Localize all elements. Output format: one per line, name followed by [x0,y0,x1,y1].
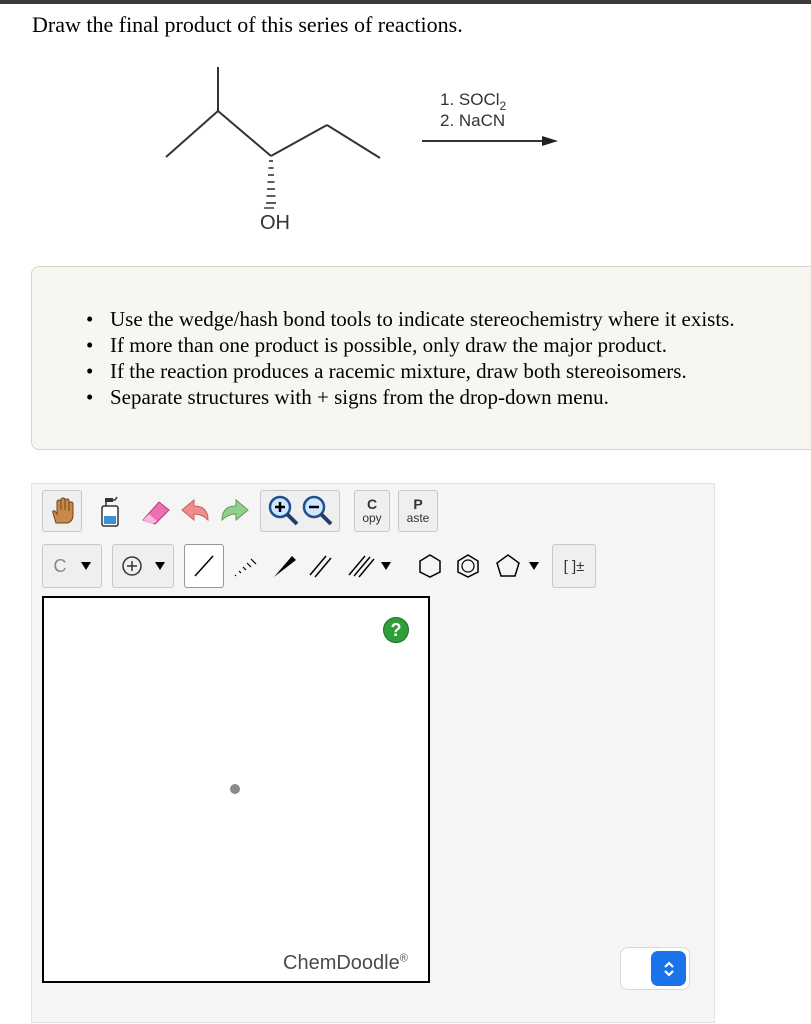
instruction-text: Separate structures with + signs from the drop-down menu. [110,385,609,409]
eraser-button[interactable] [136,490,176,532]
chevron-down-icon [529,562,539,570]
benzene-tool[interactable] [450,544,486,588]
brand-name: ChemDoodle [283,952,400,974]
element-label: C [53,555,67,576]
reagent-1-prefix: 1. SOCl [440,90,500,109]
zoom-group [260,490,340,532]
double-bond-tool[interactable] [302,544,338,588]
single-bond-tool[interactable] [184,544,224,588]
reagent-1-subscript: 2 [499,99,507,113]
triple-bond-icon [347,553,375,579]
paste-label-bottom: aste [406,511,430,525]
hydroxyl-label: OH [260,212,290,234]
instruction-text: If more than one product is possible, only draw the major product. [110,333,667,357]
element-dropdown[interactable] [42,544,102,588]
hash-bond [266,161,276,203]
instructions-list [86,306,735,410]
wedge-bond-icon [271,553,297,579]
top-border [0,0,811,4]
zoom-in-icon[interactable] [266,494,300,528]
up-down-chevron-icon [662,959,676,979]
reaction-arrow-head [542,136,558,146]
reaction-scheme [150,55,570,250]
bond-methyl-left [166,111,218,157]
copy-button[interactable] [354,490,390,532]
pan-hand-button[interactable] [42,490,82,532]
instruction-item [86,332,735,358]
brackets-label: [ ]± [563,557,585,575]
undo-button[interactable] [176,490,216,532]
bullet: • [86,359,94,383]
reagent-1 [440,90,507,113]
charge-plus-icon [121,555,143,577]
double-bond-icon [307,553,333,579]
instruction-item [86,306,735,332]
registered-mark: ® [399,952,408,965]
copy-label-top: C [366,496,378,512]
starting-material-skeleton [166,67,380,158]
eraser-icon [139,496,173,526]
instruction-text: Use the wedge/hash bond tools to indicate stereochemistry where it exists. [110,307,735,331]
bullet: • [86,333,94,357]
copy-label-bottom: opy [362,511,382,525]
zoom-out-icon[interactable] [300,494,334,528]
spray-bottle-icon [95,494,125,528]
redo-button[interactable] [214,490,254,532]
instruction-item [86,384,735,410]
brackets-charge-tool[interactable] [552,544,596,588]
cyclohexane-tool[interactable] [412,544,448,588]
reaction-scheme-drawing [150,55,570,245]
reagent-2: 2. NaCN [440,111,506,130]
hash-bond-icon [231,553,259,579]
instruction-text: If the reaction produces a racemic mixture, draw both stereoisomers. [110,359,687,383]
hand-icon [47,496,77,526]
cyclohexane-icon [417,553,443,579]
bullet: • [86,385,94,409]
hash-bond-tool[interactable] [226,544,264,588]
single-bond-icon [191,553,217,579]
question-text: Draw the final product of this series of reactions. [32,12,463,37]
paste-button[interactable] [398,490,438,532]
redo-arrow-icon [216,496,252,526]
bullet: • [86,307,94,331]
undo-arrow-icon [178,496,214,526]
cyclopentane-dropdown[interactable] [486,544,548,588]
chemdoodle-brand [283,952,408,975]
paste-label-top: P [413,496,423,512]
chevron-down-icon [155,562,165,570]
canvas-cursor-dot [230,784,240,794]
chevron-down-icon [381,562,391,570]
charge-dropdown[interactable] [112,544,174,588]
triple-bond-dropdown[interactable] [338,544,400,588]
stepper-knob[interactable] [651,951,686,986]
bond-c3-c4 [271,125,327,156]
help-button[interactable]: ? [383,617,409,643]
benzene-icon [455,553,481,579]
bond-c2-c3 [218,111,271,156]
structure-stepper[interactable] [620,947,690,990]
chevron-down-icon [81,562,91,570]
instruction-item [86,358,735,384]
instructions-panel [31,266,811,450]
bond-c4-c5 [327,125,380,158]
cyclopentane-icon [495,553,521,579]
wedge-bond-tool[interactable] [266,544,302,588]
clear-button[interactable] [90,490,130,532]
